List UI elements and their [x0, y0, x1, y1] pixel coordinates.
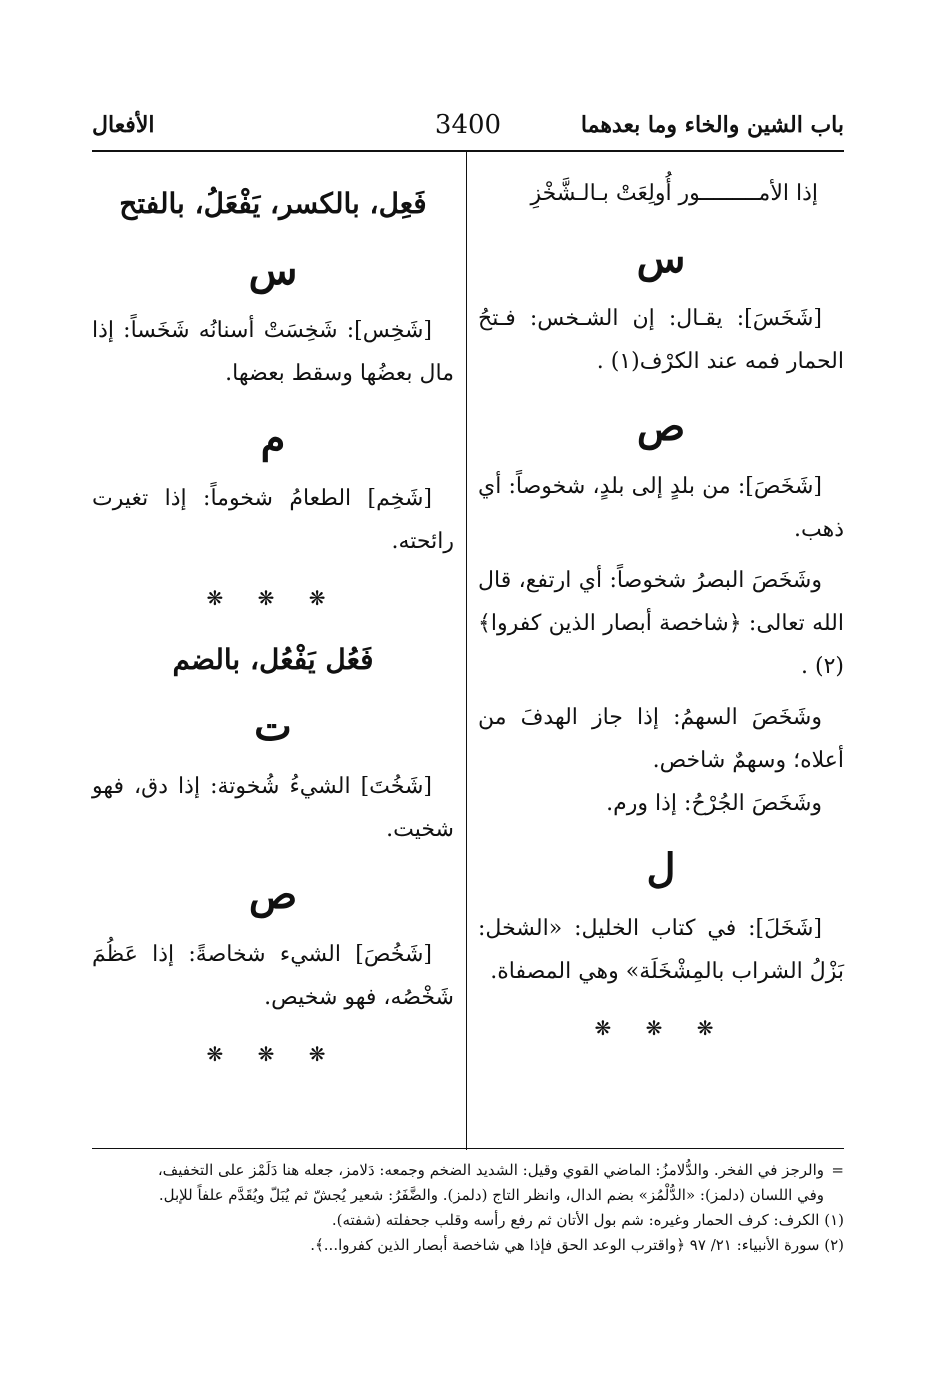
- entry-shakhasa-balad: [شَخَصَ]: من بلدٍ إلى بلدٍ، شخوصاً: أي ذهب.: [478, 474, 844, 542]
- footnote-2: (٢) سورة الأنبياء: ٢١/ ٩٧ ﴿واقترب الوعد الحق فإذا هي شاخصة أبصار الذين كفروا...﴾.: [310, 1236, 844, 1254]
- page-number: 3400: [434, 110, 502, 140]
- entry-shakhasa-jurh: وشَخَصَ الجُرْحُ: إذا ورم.: [606, 791, 822, 816]
- right-column: [478, 172, 844, 1068]
- footnote-continuation: [92, 1158, 844, 1183]
- entry-shakhuta: [شَخُتَ] الشيءُ شُخوتة: إذا دق، فهو شخيت.: [92, 774, 454, 842]
- entry-shakhala: [شَخَلَ]: في كتاب الخليل: «الشخل: بَزْلُ الشراب بالمِشْخَلَة» وهي المصفاة.: [478, 916, 844, 984]
- letter-heading-mim: م: [260, 415, 286, 462]
- entry-shakhima: [شَخِم] الطعامُ شخوماً: إذا تغيرت رائحته.: [92, 486, 454, 554]
- letter-heading-sad: ص: [248, 871, 298, 918]
- section-separator-stars: ❋ ❋ ❋: [594, 1016, 728, 1040]
- letter-heading-lam: ل: [646, 845, 676, 892]
- footnote-rule: [92, 1148, 844, 1149]
- footnote-continuation-line2: وفي اللسان (دلمز): «الدُّلْمُز» بضم الدال، وانظر التاج (دلمز). والضَّفَرُ: شعير يُجشّ ثم يُبَلّ ويُقَدَّم علفاً للإبل.: [158, 1186, 824, 1204]
- poem-line: إذا الأمـــــــــور أُولِعَتْ بـالـشَّخْزِ: [530, 181, 818, 206]
- header-rule: [92, 150, 844, 152]
- section-separator-stars: ❋ ❋ ❋: [206, 586, 340, 610]
- continuation-mark: =: [831, 1161, 844, 1179]
- section-separator-stars: ❋ ❋ ❋: [206, 1042, 340, 1066]
- footnote-1: (١) الكرف: كرف الحمار وغيره: شم بول الأتان ثم رفع رأسه وقلب جحفلته (شفته).: [331, 1211, 844, 1229]
- running-header-section: الأفعال: [92, 112, 155, 138]
- entry-shakhusa: [شَخُصَ] الشيء شخاصةً: إذا عَظُمَ شَخْصُه، فهو شخيص.: [92, 942, 454, 1010]
- letter-heading-ta: ت: [254, 703, 292, 750]
- verb-pattern-heading-fa-ula: فَعُل يَفْعُل، بالضم: [172, 643, 374, 676]
- footnotes: [92, 1158, 844, 1258]
- letter-heading-sad: ص: [636, 403, 686, 450]
- entry-shakhisa: [شَخِس]: شَخِسَتْ أسنانُه شَخَساً: إذا مال بعضُها وسقط بعضها.: [92, 318, 454, 386]
- left-column: [92, 172, 454, 1094]
- column-divider: [466, 152, 467, 1150]
- letter-heading-sin: س: [248, 247, 298, 294]
- entry-shakhasa-sahm: وشَخَصَ السهمُ: إذا جاز الهدفَ من أعلاه؛ وسهمٌ شاخص.: [478, 705, 844, 773]
- running-header-chapter: باب الشين والخاء وما بعدهما: [580, 112, 844, 138]
- entry-shakhasa-basar: وشَخَصَ البصرُ شخوصاً: أي ارتفع، قال الله تعالى: ﴿شاخصة أبصار الذين كفروا﴾(٢) .: [478, 568, 844, 679]
- entry-shakhasa: [شَخَسَ]: يقـال: إن الشـخس: فـتحُ الحمار فمه عند الكرْف(١) .: [478, 306, 844, 374]
- footnote-continuation-line1: والرجز في الفخر. والدُّلامزُ: الماضي القوي وقيل: الشديد الضخم وجمعه: دَلامز، جعله هنا دَلَمْز على التخفيف،: [157, 1161, 824, 1179]
- letter-heading-sin: س: [636, 235, 686, 282]
- verb-pattern-heading-faila: فَعِل، بالكسر، يَفْعَلُ، بالفتح: [119, 187, 427, 220]
